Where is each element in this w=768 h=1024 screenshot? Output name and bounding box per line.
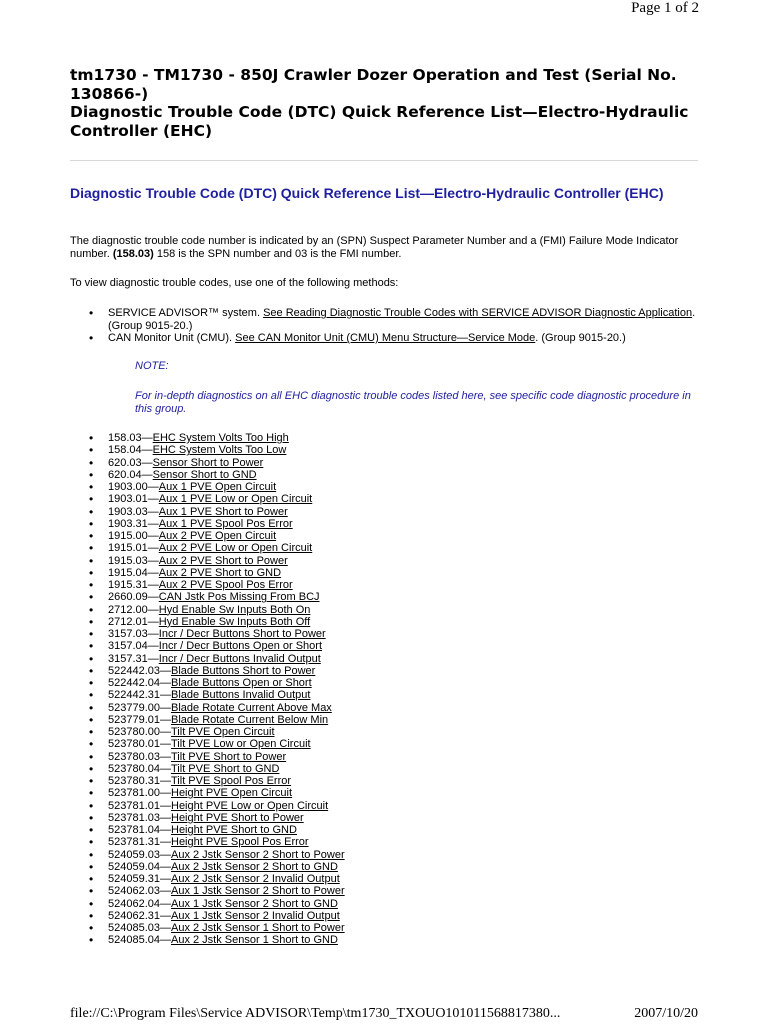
dtc-code: 1915.31— [108,579,159,591]
dtc-list-item [108,714,508,726]
dtc-code: 523781.00— [108,787,171,800]
methods-intro: To view diagnostic trouble codes, use one of the following methods: [70,277,399,289]
dtc-list-item [108,591,508,603]
dtc-code: 523781.04— [108,824,171,836]
dtc-list-item [108,922,508,934]
dtc-code: 524059.31— [108,873,171,885]
dtc-list-item [108,873,508,885]
method-prefix: SERVICE ADVISOR™ system. [108,307,264,319]
service-advisor-dtc-link[interactable]: See Reading Diagnostic Trouble Codes with SERVICE ADVISOR Diagnostic Application [263,307,693,319]
dtc-list-item [108,457,508,469]
dtc-description-link[interactable]: Aux 2 Jstk Sensor 1 Short to GND [171,934,338,947]
intro-text: The diagnostic trouble code number is indicated by an (SPN) Suspect Parameter Number and a (FMI) Failure Mode Indicator number. [70,235,679,260]
dtc-description-link[interactable]: Aux 2 Jstk Sensor 1 Short to Power [171,922,345,934]
dtc-list-item [108,787,508,799]
dtc-code: 523780.03— [108,750,171,763]
intro-example-code: (158.03) [112,248,154,260]
dtc-code: 523781.01— [108,799,171,812]
dtc-description-link[interactable]: Blade Rotate Current Above Max [171,701,332,714]
dtc-list-item [108,824,508,836]
dtc-list-item [108,800,508,812]
dtc-code: 523780.00— [108,726,171,738]
note-label: NOTE: [135,360,169,372]
dtc-description-link[interactable]: Aux 1 Jstk Sensor 2 Invalid Output [171,909,340,922]
dtc-description-link[interactable]: Height PVE Low or Open Circuit [171,799,329,812]
dtc-code: 523781.31— [108,836,171,849]
dtc-list-item [108,542,508,554]
dtc-description-link[interactable]: Tilt PVE Short to Power [171,750,287,763]
dtc-list-item [108,885,508,897]
dtc-code: 524059.03— [108,848,171,861]
dtc-code: 524062.31— [108,909,171,922]
dtc-code: 1915.01— [108,542,159,555]
dtc-code: 1915.04— [108,566,159,579]
dtc-description-link[interactable]: Aux 2 PVE Spool Pos Error [158,579,293,591]
header-divider [70,160,698,161]
dtc-description-link[interactable]: CAN Jstk Pos Missing From BCJ [158,591,320,604]
dtc-code: 1903.31— [108,517,159,530]
dtc-list-item [108,677,508,689]
dtc-list [108,432,508,947]
dtc-code: 1903.00— [108,481,159,493]
dtc-code: 158.03— [108,432,153,444]
method-item [108,307,698,332]
dtc-code: 1915.03— [108,554,159,567]
dtc-description-link[interactable]: Aux 1 PVE Low or Open Circuit [158,493,313,506]
dtc-code: 620.03— [108,456,153,469]
dtc-code: 1915.00— [108,530,159,542]
dtc-description-link[interactable]: Incr / Decr Buttons Open or Short [158,640,323,653]
dtc-code: 524059.04— [108,860,171,873]
dtc-code: 1903.03— [108,505,159,518]
dtc-list-item [108,861,508,873]
header-title-line: Diagnostic Trouble Code (DTC) Quick Reference List—Electro-Hydraulic [70,103,689,121]
dtc-list-item [108,469,508,481]
dtc-description-link[interactable]: Incr / Decr Buttons Invalid Output [158,652,321,665]
dtc-description-link[interactable]: Height PVE Open Circuit [171,787,293,800]
dtc-description-link[interactable]: Aux 2 PVE Open Circuit [158,530,277,542]
dtc-list-item [108,579,508,591]
method-list [108,307,698,345]
header-title-line: tm1730 - TM1730 - 850J Crawler Dozer Operation and Test (Serial No. [70,66,677,84]
dtc-code: 3157.04— [108,640,159,653]
dtc-list-item [108,836,508,848]
dtc-code: 523780.04— [108,762,171,775]
dtc-list-item [108,604,508,616]
dtc-code: 3157.03— [108,628,159,640]
dtc-description-link[interactable]: Height PVE Short to Power [171,811,304,824]
dtc-description-link[interactable]: Aux 2 Jstk Sensor 2 Short to GND [171,860,338,873]
dtc-code: 523780.31— [108,775,171,787]
dtc-description-link[interactable]: EHC System Volts Too High [152,432,289,444]
dtc-list-item [108,628,508,640]
intro-text-end: 158 is the SPN number and 03 is the FMI number. [153,248,402,260]
dtc-description-link[interactable]: Blade Buttons Invalid Output [171,689,311,702]
dtc-description-link[interactable]: Blade Rotate Current Below Min [171,713,329,726]
dtc-description-link[interactable]: Height PVE Short to GND [171,824,297,836]
dtc-list-item [108,432,508,444]
dtc-description-link[interactable]: Aux 1 Jstk Sensor 2 Short to Power [171,885,345,898]
dtc-description-link[interactable]: Height PVE Spool Pos Error [171,836,309,849]
dtc-description-link[interactable]: Aux 1 PVE Spool Pos Error [158,517,293,530]
dtc-list-item [108,689,508,701]
dtc-code: 523779.00— [108,701,171,714]
dtc-list-item [108,493,508,505]
dtc-list-item [108,640,508,652]
dtc-list-item [108,726,508,738]
dtc-list-item [108,934,508,946]
dtc-description-link[interactable]: Sensor Short to GND [152,468,257,481]
dtc-code: 522442.31— [108,689,171,702]
dtc-code: 523780.01— [108,738,171,751]
cmu-menu-structure-link[interactable]: See CAN Monitor Unit (CMU) Menu Structure—Service Mode [235,332,536,344]
dtc-code: 2712.00— [108,603,159,616]
dtc-code: 522442.03— [108,664,171,677]
dtc-code: 158.04— [108,444,153,457]
dtc-list-item [108,653,508,665]
dtc-list-item [108,702,508,714]
document-header [70,66,710,140]
dtc-list-item [108,665,508,677]
dtc-description-link[interactable]: Aux 2 PVE Low or Open Circuit [158,542,313,555]
dtc-description-link[interactable]: Aux 2 Jstk Sensor 2 Short to Power [171,848,345,861]
dtc-list-item [108,518,508,530]
dtc-description-link[interactable]: Hyd Enable Sw Inputs Both Off [158,615,311,628]
dtc-code: 522442.04— [108,677,171,689]
header-title-line: 130866-) [70,84,149,103]
dtc-description-link[interactable]: Aux 2 Jstk Sensor 2 Invalid Output [171,873,340,885]
dtc-list-item [108,530,508,542]
dtc-code: 524062.03— [108,885,171,898]
dtc-description-link[interactable]: Tilt PVE Spool Pos Error [171,775,292,787]
dtc-list-item [108,751,508,763]
dtc-list-item [108,910,508,922]
dtc-description-link[interactable]: Tilt PVE Open Circuit [171,726,275,738]
page-number: Page 1 of 2 [631,0,699,16]
dtc-list-item [108,812,508,824]
dtc-description-link[interactable]: Aux 1 Jstk Sensor 2 Short to GND [171,897,338,910]
dtc-list-item [108,898,508,910]
footer-file-path: file://C:\Program Files\Service ADVISOR\Temp\tm1730_TXOUO101011568817380... [70,1006,561,1021]
dtc-code: 1903.01— [108,493,159,506]
section-title: Diagnostic Trouble Code (DTC) Quick Reference List—Electro-Hydraulic Controller (EHC) [70,185,664,201]
method-suffix: . (Group 9015-20.) [108,307,696,332]
dtc-description-link[interactable]: Aux 1 PVE Open Circuit [158,481,277,493]
dtc-list-item [108,567,508,579]
dtc-code: 524062.04— [108,897,171,910]
dtc-code: 524085.03— [108,922,171,934]
dtc-description-link[interactable]: Aux 1 PVE Short to Power [158,505,288,518]
dtc-description-link[interactable]: Hyd Enable Sw Inputs Both On [158,603,311,616]
dtc-list-item [108,775,508,787]
dtc-list-item [108,763,508,775]
dtc-description-link[interactable]: Blade Buttons Open or Short [171,677,312,689]
method-suffix: . (Group 9015-20.) [535,332,626,344]
dtc-description-link[interactable]: Blade Buttons Short to Power [171,664,316,677]
intro-paragraph [70,235,700,261]
dtc-code: 3157.31— [108,652,159,665]
dtc-list-item [108,444,508,456]
dtc-code: 523781.03— [108,811,171,824]
dtc-list-item [108,481,508,493]
dtc-list-item [108,506,508,518]
dtc-list-item [108,738,508,750]
method-prefix: CAN Monitor Unit (CMU). [108,332,236,344]
dtc-description-link[interactable]: Sensor Short to Power [152,456,264,469]
dtc-description-link[interactable]: Incr / Decr Buttons Short to Power [158,628,326,640]
dtc-description-link[interactable]: Aux 2 PVE Short to GND [158,566,282,579]
dtc-list-item [108,555,508,567]
dtc-code: 524085.04— [108,934,171,947]
dtc-code: 620.04— [108,468,153,481]
dtc-code: 2712.01— [108,615,159,628]
footer-date: 2007/10/20 [634,1006,698,1021]
dtc-list-item [108,849,508,861]
dtc-description-link[interactable]: Aux 2 PVE Short to Power [158,554,288,567]
dtc-description-link[interactable]: EHC System Volts Too Low [152,444,287,457]
note-text: For in-depth diagnostics on all EHC diagnostic trouble codes listed here, see specific code diagnostic procedure in this group. [135,390,691,415]
dtc-description-link[interactable]: Tilt PVE Low or Open Circuit [171,738,311,751]
dtc-description-link[interactable]: Tilt PVE Short to GND [171,762,280,775]
dtc-list-item [108,616,508,628]
dtc-code: 2660.09— [108,591,159,604]
method-item [108,332,698,345]
dtc-code: 523779.01— [108,713,171,726]
header-title-line: Controller (EHC) [70,121,213,140]
